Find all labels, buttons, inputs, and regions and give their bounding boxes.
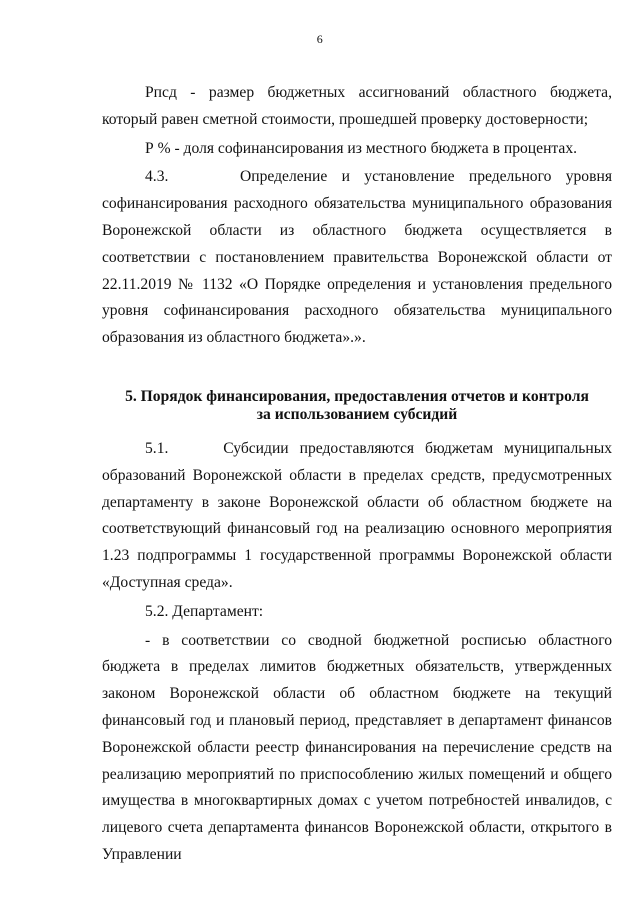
paragraph-5-2-item: - в соответствии со сводной бюджетной росписью областного бюджета в пределах лимитов бюджетных обязательств, утвержденных законом Воронежской области об областном бюджете на текущий финансовый год и плановый период, представляет в департамент финансов Воронежской области реестр финансирования на перечисление средств на реализацию мероприятий по приспособлению жилых помещений и общего имущества в многоквартирных домах с учетом потребностей инвалидов, с лицевого счета департамента финансов Воронежской области, открытого в Управлении [102,631,612,863]
document-body [102,80,612,869]
section-5-heading [102,388,612,424]
paragraph-4-3: 4.3. Определение и установление предельного уровня софинансирования расходного обязательства муниципального образования Воронежской области из областного бюджета осуществляется в соответствии с постановлением правительства Воронежской области от 22.11.2019 № 1132 «О Порядке определения и установления предельного уровня софинансирования расходного обязательства муниципального образования из областного бюджета».». [102,168,612,347]
paragraph-rpsd-definition: Рпсд - размер бюджетных ассигнований областного бюджета, который равен сметной стоимости, прошедшей проверку достоверности; [102,84,612,128]
section-5-heading-line-2: за использованием субсидий [256,405,458,423]
paragraph-5-2: 5.2. Департамент: [145,602,264,620]
paragraph-p-percent-definition: Р % - доля софинансирования из местного бюджета в процентах. [145,139,578,157]
paragraph-5-1: 5.1. Субсидии предоставляются бюджетам муниципальных образований Воронежской области в пределах средств, предусмотренных департаменту в законе Воронежской области об областном бюджете на соответствующий финансовый год на реализацию основного мероприятия 1.23 подпрограммы 1 государственной программы Воронежской области «Доступная среда». [102,439,612,591]
page-number: 6 [316,32,324,46]
section-5-heading-line-1: 5. Порядок финансирования, предоставления отчетов и контроля [125,387,589,405]
